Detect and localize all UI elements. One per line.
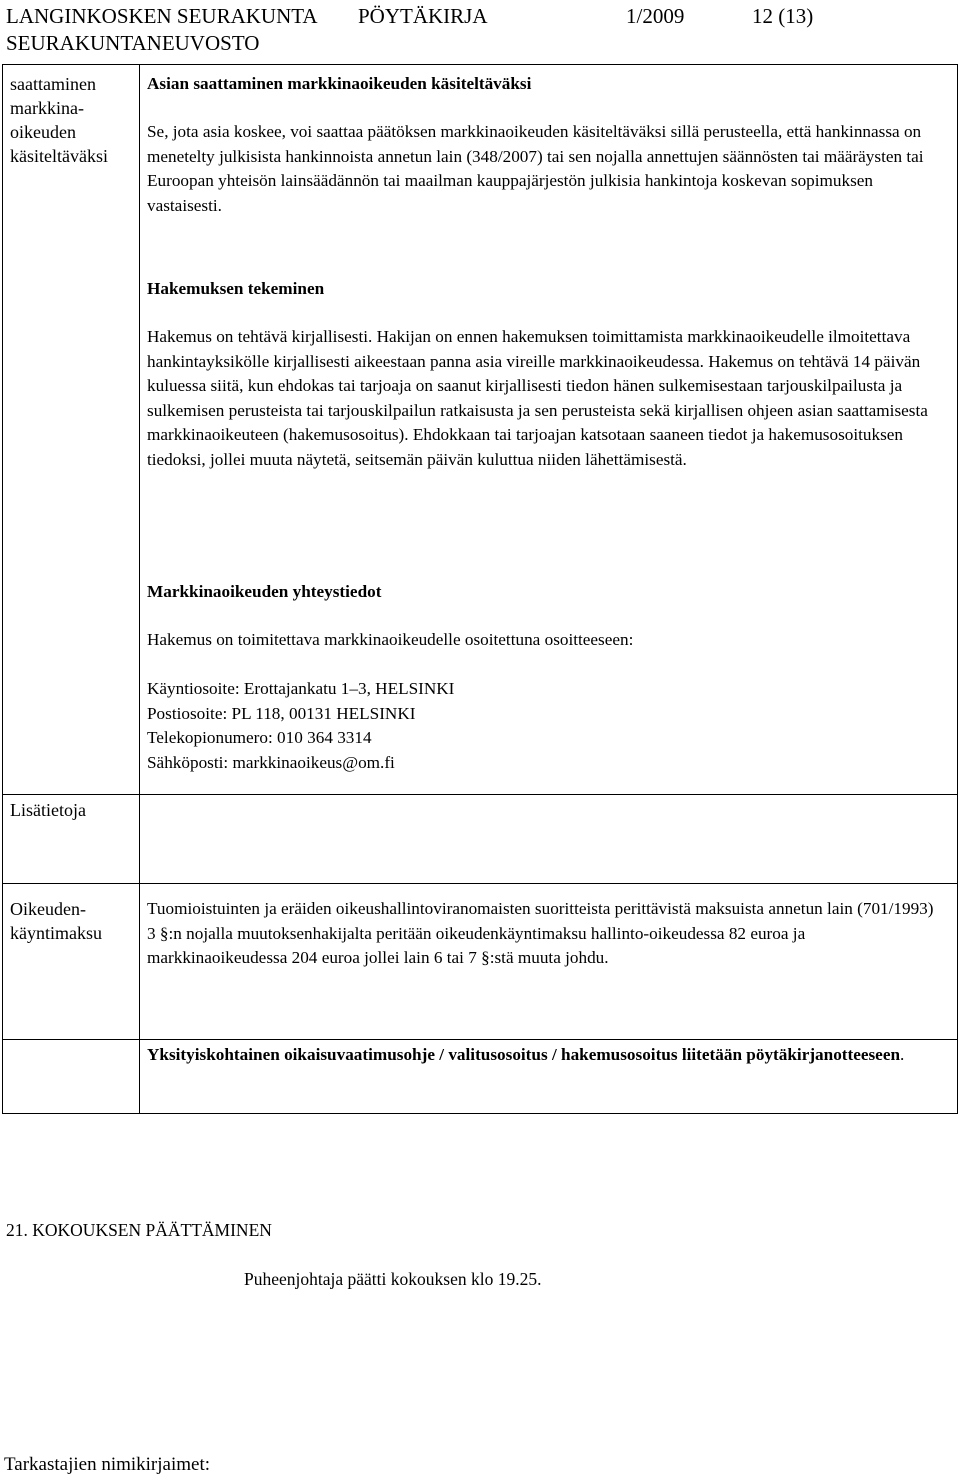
closing-heading: 21. KOKOUKSEN PÄÄTTÄMINEN xyxy=(6,1220,272,1240)
section-heading: Markkinaoikeuden yhteystiedot xyxy=(147,582,382,601)
appeal-paragraph: Se, jota asia koskee, voi saattaa päätöksen markkinaoikeuden käsiteltäväksi sillä perusteella, että hankinnassa on menetelty julkisista hankinnoista annetun lain (348/2007) tai sen nojalla annettujen säännösten tai määräysten tai Euroopan yhteisön lainsäädännön tai maailman kauppajärjestön julkisia hankintoja koskevan sopimuksen vastaisesti. xyxy=(147,122,924,215)
label-line: käyntimaksu xyxy=(10,923,102,943)
closing-text: Puheenjohtaja päätti kokouksen klo 19.25. xyxy=(244,1269,542,1289)
divider xyxy=(2,794,958,795)
divider xyxy=(2,883,958,884)
side-label-oikeudenkayntimaksu xyxy=(10,897,135,945)
divider xyxy=(957,64,958,1114)
section-heading: Asian saattaminen markkinaoikeuden käsiteltäväksi xyxy=(147,74,532,93)
email-address: Sähköposti: markkinaoikeus@om.fi xyxy=(147,752,395,772)
instructions-bold: Yksityiskohtainen oikaisuvaatimusohje / valitusosoitus / hakemusosoitus liitetään pöytäkirjanotteeseen xyxy=(147,1045,901,1064)
side-label-lisatietoja: Lisätietoja xyxy=(10,800,86,820)
initials-label: Tarkastajien nimikirjaimet: xyxy=(4,1454,211,1475)
doc-number: 1/2009 xyxy=(626,4,685,28)
label-line: saattaminen xyxy=(10,74,96,94)
fax-number: Telekopionumero: 010 364 3314 xyxy=(147,728,372,748)
label-line: markkina- xyxy=(10,98,84,118)
page-number: 12 (13) xyxy=(752,4,814,28)
body-name: SEURAKUNTANEUVOSTO xyxy=(6,31,260,55)
divider xyxy=(2,1039,958,1040)
label-line: Oikeuden- xyxy=(10,899,86,919)
org-name: LANGINKOSKEN SEURAKUNTA xyxy=(6,4,318,28)
instructions-period: . xyxy=(900,1045,905,1064)
doc-type: PÖYTÄKIRJA xyxy=(358,4,488,28)
side-label-saattaminen xyxy=(10,72,135,168)
address-intro: Hakemus on toimitettava markkinaoikeudelle osoitettuna osoitteeseen: xyxy=(147,630,634,649)
visit-address: Käyntiosoite: Erottajankatu 1–3, HELSINKI xyxy=(147,679,455,698)
divider xyxy=(139,64,140,1114)
divider xyxy=(2,64,958,65)
section-heading: Hakemuksen tekeminen xyxy=(147,279,325,298)
label-line: oikeuden xyxy=(10,122,76,142)
instructions-note xyxy=(147,1043,937,1068)
divider xyxy=(2,64,3,1114)
divider xyxy=(2,1113,958,1114)
contact-block xyxy=(147,677,937,775)
postal-address: Postiosoite: PL 118, 00131 HELSINKI xyxy=(147,703,416,723)
court-fee-paragraph: Tuomioistuinten ja eräiden oikeushallintoviranomaisten suoritteista perittävistä maksuista annetun lain (701/1993) 3 §:n nojalla muutoksenhakijalta peritään oikeudenkäyntimaksu hallinto-oikeudessa 82 euroa ja markkinaoikeudessa 204 euroa jollei lain 6 tai 7 §:stä muuta johdu. xyxy=(147,899,934,968)
application-paragraph: Hakemus on tehtävä kirjallisesti. Hakijan on ennen hakemuksen toimittamista markkinaoikeudelle ilmoitettava hankintayksikölle kirjallisesti aikeestaan panna asia vireille markkinaoikeudessa. Hakemus on tehtävä 14 päivän kuluessa siitä, kun ehdokas tai tarjoaja on saanut kirjallisesti tiedon hänen sulkemisestaan tarjouskilpailusta ja sulkemisen perusteista tai tarjouskilpailun ratkaisusta ja sen perusteista sekä kirjallisen ohjeen asian saattamisesta markkinaoikeuteen (hakemusosoitus). Ehdokkaan tai tarjoajan katsotaan saaneen tiedot ja hakemusosoituksen tiedoksi, jollei muuta näytetä, seitsemän päivän kuluttua niiden lähettämisestä. xyxy=(147,327,928,469)
label-line: käsiteltäväksi xyxy=(10,146,108,166)
